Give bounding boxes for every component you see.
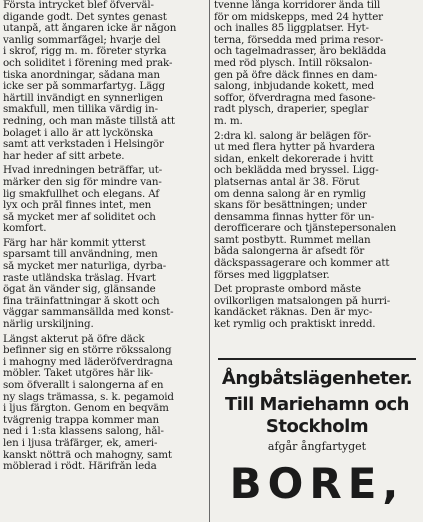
- text-line: Längst akterut på öfre däck: [3, 333, 145, 345]
- text-line: terna, försedda med prima resor-: [214, 34, 384, 46]
- text-line: ned i 1:sta klassens salong, hål-: [3, 426, 164, 438]
- text-line: tiska anordningar, sådana man: [3, 69, 160, 81]
- text-line: om denna salong är en rymlig: [214, 188, 366, 200]
- text-line: har heder af sitt arbete.: [3, 150, 125, 162]
- steamship-advertisement: [214, 358, 420, 522]
- text-line: kanskt nötträ och mahogny, samt: [3, 449, 172, 461]
- text-line: m. m.: [214, 115, 243, 127]
- text-line: kandäcket räknas. Den är myc-: [214, 307, 373, 319]
- text-line: fina träinfattningar å skott och: [3, 295, 160, 307]
- text-line: befinner sig en större rökssalong: [3, 345, 172, 357]
- text-line: i ljus färgton. Genom en beqväm: [3, 403, 169, 415]
- text-line: densamma finnas hytter för un-: [214, 211, 375, 223]
- text-line: 2:dra kl. salong är belägen för-: [214, 130, 372, 142]
- text-line: ny slags trämassa, s. k. pegamoid: [3, 391, 174, 403]
- text-line: ket rymlig och praktiskt inredd.: [214, 319, 376, 331]
- text-line: Det propraste ombord måste: [214, 284, 361, 296]
- article-paragraph: [214, 284, 420, 330]
- text-line: sparsamt till användning, men: [3, 249, 158, 261]
- text-line: soffor, öfverdragna med fasone-: [214, 92, 376, 104]
- ad-top-rule: [218, 358, 416, 360]
- text-line: gen på öfre däck finnes en dam-: [214, 69, 378, 81]
- ad-ship-name: BORE,: [229, 459, 405, 508]
- text-line: lyx och prål finnes intet, men: [3, 200, 152, 212]
- text-line: lig smakfullhet och elegans. Af: [3, 188, 160, 200]
- text-line: och beklädda med bryssel. Ligg-: [214, 165, 379, 177]
- ad-heading: Ångbåtslägenheter.: [221, 368, 413, 389]
- text-line: Hvad inredningen beträffar, ut-: [3, 165, 163, 177]
- text-line: len i ljusa träfärger, ek, ameri-: [3, 437, 158, 449]
- article-paragraph: [3, 334, 206, 473]
- text-line: tvägrenig trappa kommer man: [3, 414, 160, 426]
- text-line: icke ser på sommarfartyg. Lägg: [3, 81, 165, 93]
- text-line: ögat än vänder sig, glänsande: [3, 284, 156, 296]
- text-line: samt att verkstaden i Helsingör: [3, 139, 164, 151]
- text-line: som öfverallt i salongerna af en: [3, 380, 164, 391]
- text-line: väggar sammansällda med konst-: [3, 307, 174, 319]
- left-column: [3, 0, 206, 473]
- text-line: närlig urskiljning.: [3, 319, 94, 331]
- text-line: platsernas antal är 38. Förut: [214, 176, 360, 188]
- ad-subtext: afgår ångfartyget: [267, 440, 367, 453]
- article-paragraph: [214, 0, 420, 128]
- text-line: utanpå, att ångaren icke är någon: [3, 23, 177, 35]
- text-line: och soliditet i förening med prak-: [3, 57, 173, 69]
- text-line: förses med liggplatser.: [214, 269, 330, 281]
- text-line: i skrof, rigg m. m. företer styrka: [3, 46, 167, 58]
- text-line: Färg har här kommit ytterst: [3, 237, 146, 249]
- ad-route-line1: Till Mariehamn och: [224, 394, 410, 415]
- text-line: med röd plysch. Intill röksalon-: [214, 57, 373, 69]
- text-line: bolaget i allo är att lyckönska: [3, 127, 154, 139]
- right-column: [214, 0, 420, 331]
- text-line: komfort.: [3, 223, 47, 235]
- text-line: radt plysch, draperier, speglar: [214, 104, 369, 116]
- text-line: och inalles 85 liggplatser. Hyt-: [214, 23, 369, 35]
- text-line: märker den sig för mindre van-: [3, 176, 162, 188]
- text-line: redning, och man måste tillstå att: [3, 115, 175, 127]
- text-line: sidan, enkelt dekorerade i hvitt: [214, 153, 374, 165]
- text-line: däckspassagerare och kommer att: [214, 258, 390, 270]
- text-line: för om midskepps, med 24 hytter: [214, 11, 383, 23]
- text-line: ovilkorligen matsalongen på hurri-: [214, 295, 391, 307]
- text-line: så mycket mer af soliditet och: [3, 211, 156, 223]
- text-line: samt postbytt. Rummet mellan: [214, 234, 371, 246]
- article-paragraph: [214, 131, 420, 282]
- text-line: möblerad i rödt. Härifrån leda: [3, 461, 157, 473]
- text-line: skans för besättningen; under: [214, 200, 367, 212]
- text-line: och tagelmadrasser, äro beklädda: [214, 46, 387, 58]
- article-paragraph: [3, 165, 206, 235]
- text-line: så mycket mer naturliga, dyrba-: [3, 261, 167, 273]
- text-line: tvenne långa korridorer ända till: [214, 0, 381, 11]
- text-line: ut med flera hytter på hvardera: [214, 142, 375, 154]
- text-line: raste utländska träslag. Hvart: [3, 272, 156, 284]
- text-line: båda salongerna är afsedt för: [214, 246, 365, 258]
- text-line: derofficerare och tjänstepersonalen: [214, 223, 397, 235]
- text-line: i mahogny med läderöfverdragna: [3, 356, 173, 368]
- text-line: salong, inbjudande kokett, med: [214, 81, 374, 93]
- article-paragraph: [3, 238, 206, 331]
- text-line: vanlig sommarfågel; hvarje del: [3, 34, 161, 46]
- text-line: digande godt. Det syntes genast: [3, 11, 167, 23]
- text-line: möbler. Taket utgöres här lik-: [3, 368, 153, 380]
- ad-route-line2: Stockholm: [265, 416, 369, 437]
- text-line: Första intrycket blef öfverväl-: [3, 0, 154, 11]
- text-line: smakfull, men tillika värdig in-: [3, 104, 158, 116]
- column-divider: [209, 0, 210, 522]
- article-paragraph: [3, 0, 206, 162]
- text-line: härtill invändigt en synnerligen: [3, 92, 163, 104]
